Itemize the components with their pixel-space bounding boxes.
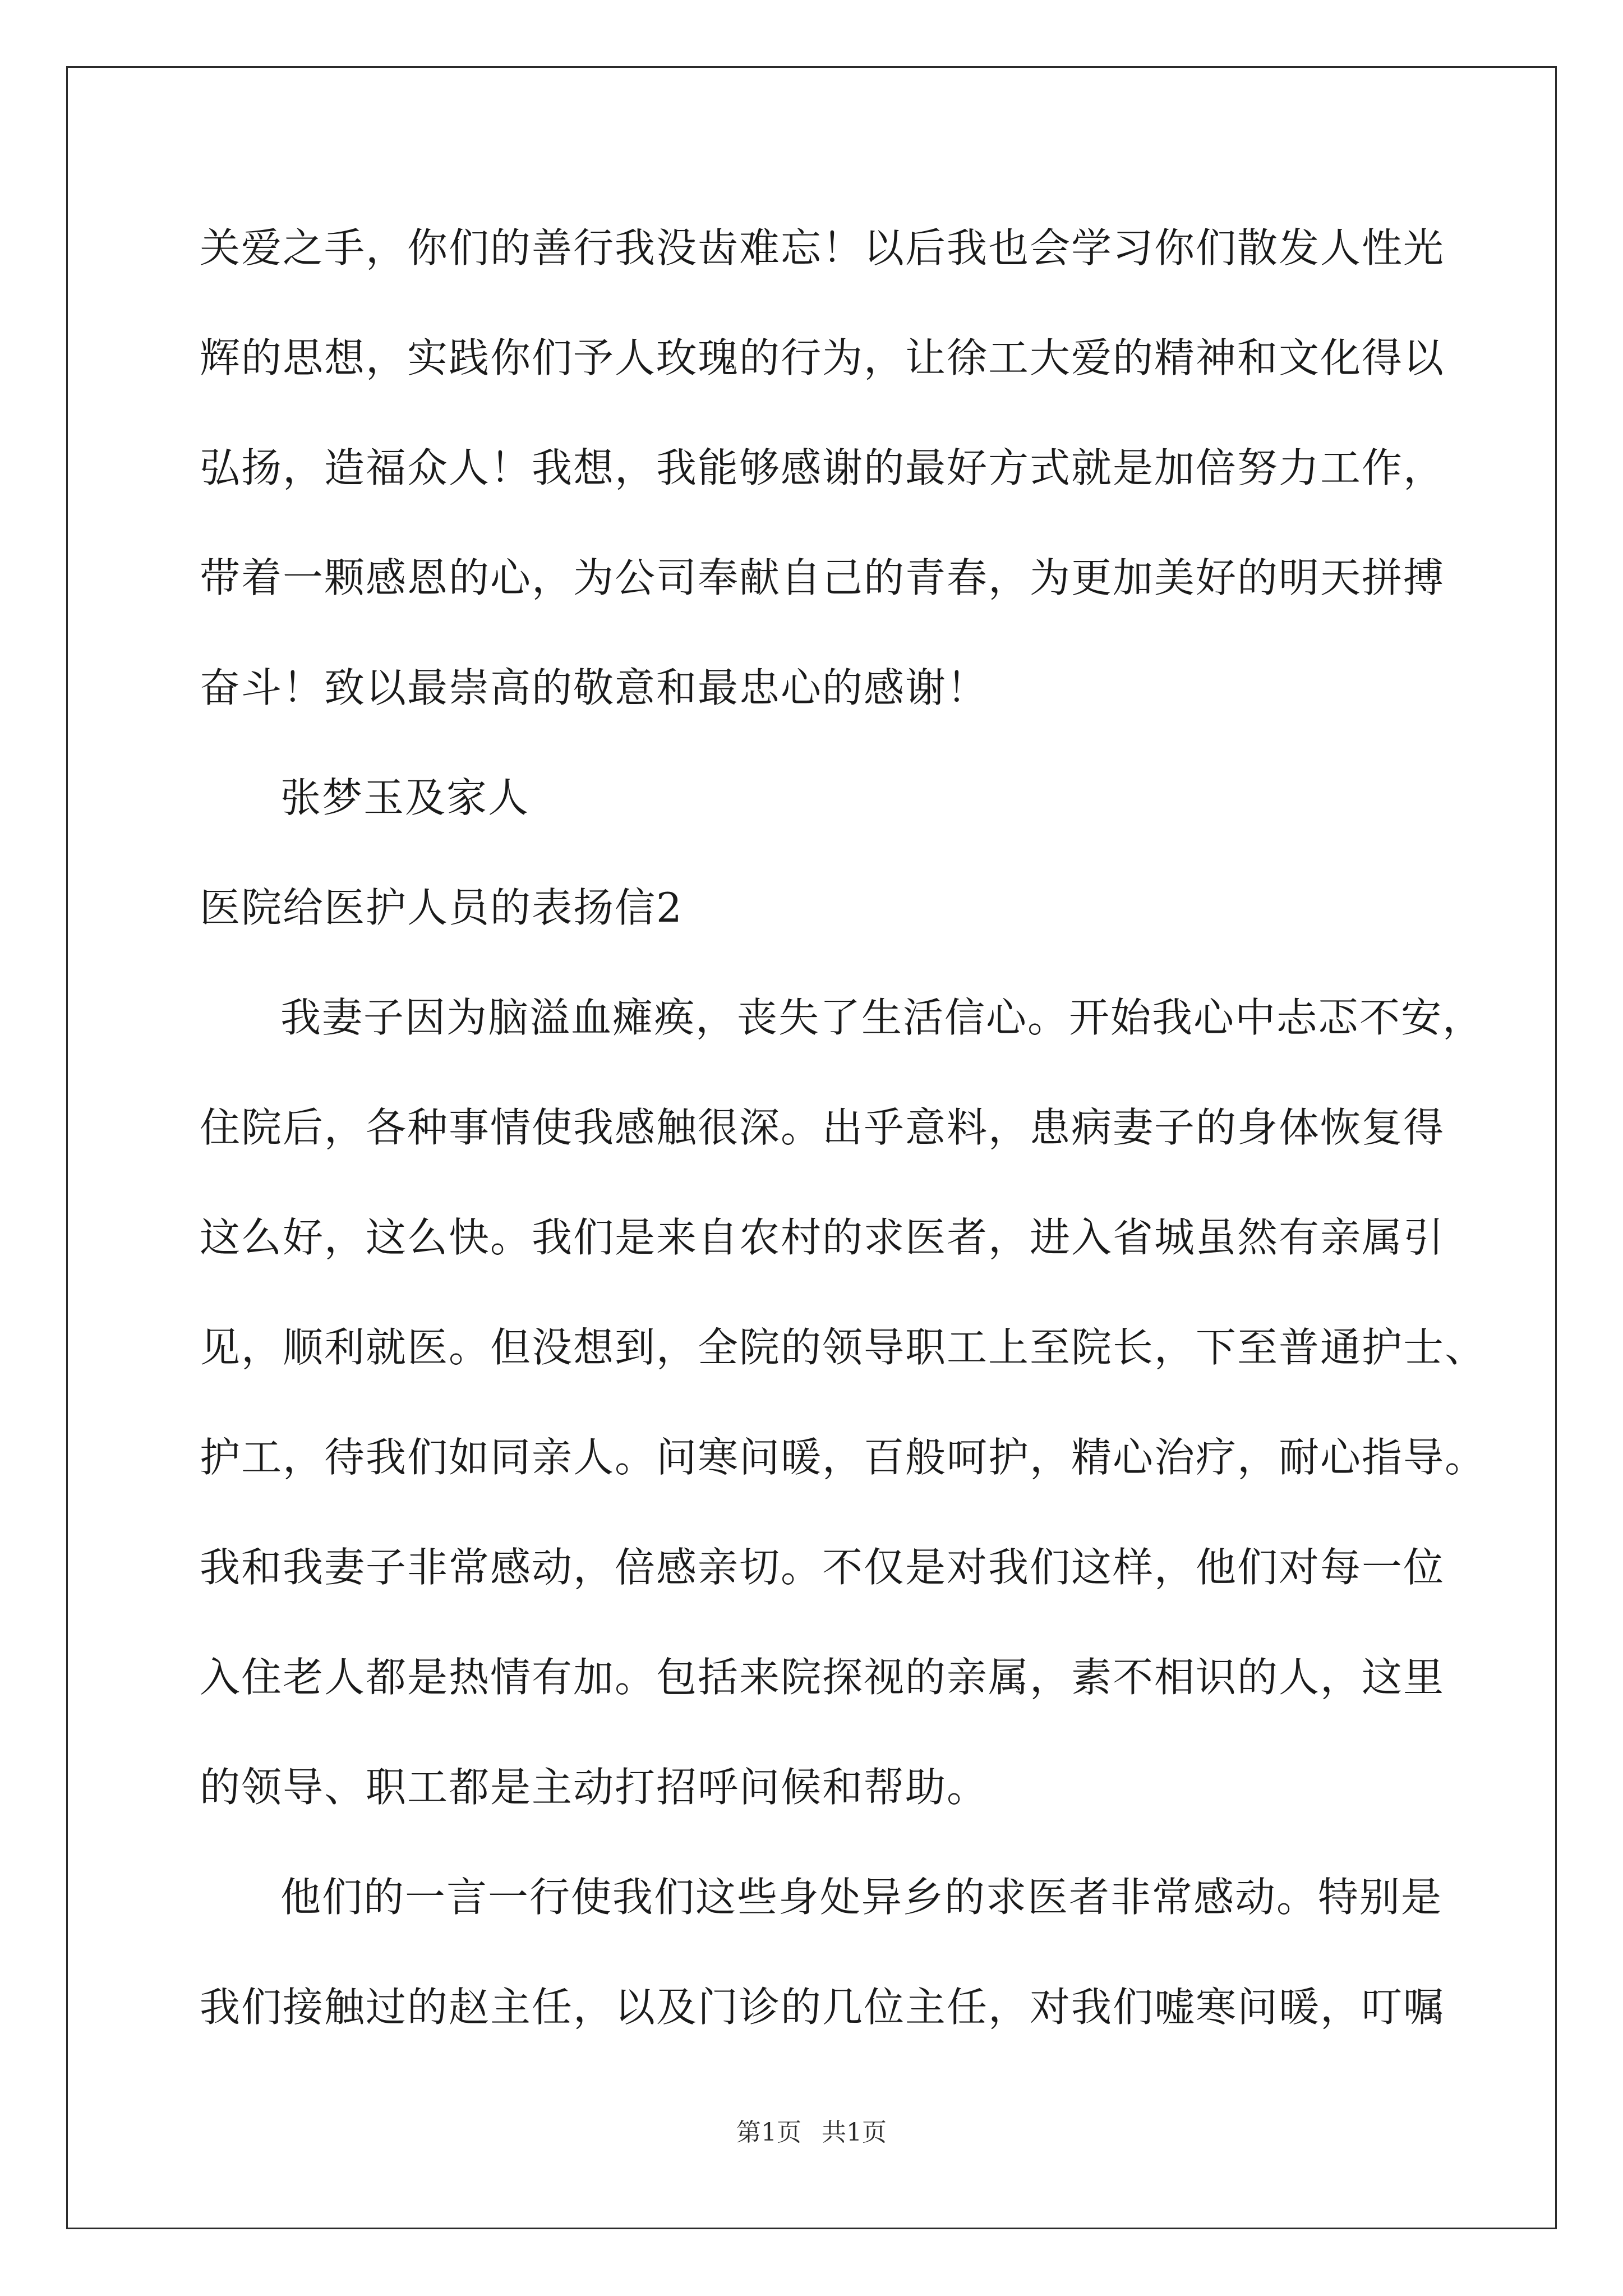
- text-line: 见，顺利就医。但没想到，全院的领导职工上至院长，下至普通护士、: [200, 1324, 1487, 1371]
- text-line: 这么好，这么快。我们是来自农村的求医者，进入省城虽然有亲属引: [200, 1214, 1445, 1261]
- text-line: 住院后，各种事情使我感触很深。出乎意料，患病妻子的身体恢复得: [200, 1104, 1445, 1151]
- text-line: 奋斗！致以最崇高的敬意和最忠心的感谢！: [200, 664, 989, 711]
- text-line: 我和我妻子非常感动，倍感亲切。不仅是对我们这样，他们对每一位: [200, 1544, 1445, 1591]
- text-line: 他们的一言一行使我们这些身处异乡的求医者非常感动。特别是: [280, 1874, 1443, 1921]
- signature-line: 张梦玉及家人: [280, 774, 530, 821]
- section-title: 医院给医护人员的表扬信2: [200, 884, 683, 931]
- text-line: 辉的思想，实践你们予人玫瑰的行为，让徐工大爱的精神和文化得以: [200, 334, 1445, 381]
- page-total: 共1页: [822, 2118, 887, 2147]
- text-line: 我们接触过的赵主任，以及门诊的几位主任，对我们嘘寒问暖，叮嘱: [200, 1984, 1445, 2031]
- text-line: 弘扬，造福众人！我想，我能够感谢的最好方式就是加倍努力工作，: [200, 444, 1445, 491]
- text-line: 入住老人都是热情有加。包括来院探视的亲属，素不相识的人，这里: [200, 1654, 1445, 1701]
- text-line: 护工，待我们如同亲人。问寒问暖，百般呵护，精心治疗，耐心指导。: [200, 1434, 1487, 1481]
- document-body: [200, 220, 1487, 2089]
- text-line: 带着一颗感恩的心，为公司奉献自己的青春，为更加美好的明天拼搏: [200, 554, 1445, 601]
- page-number: 第1页: [736, 2118, 801, 2147]
- text-line: 的领导、职工都是主动打招呼问候和帮助。: [200, 1764, 989, 1811]
- page-footer: [0, 2116, 1623, 2150]
- text-line: 我妻子因为脑溢血瘫痪，丧失了生活信心。开始我心中忐忑不安，: [280, 994, 1484, 1041]
- text-line: 关爱之手，你们的善行我没齿难忘！以后我也会学习你们散发人性光: [200, 224, 1445, 272]
